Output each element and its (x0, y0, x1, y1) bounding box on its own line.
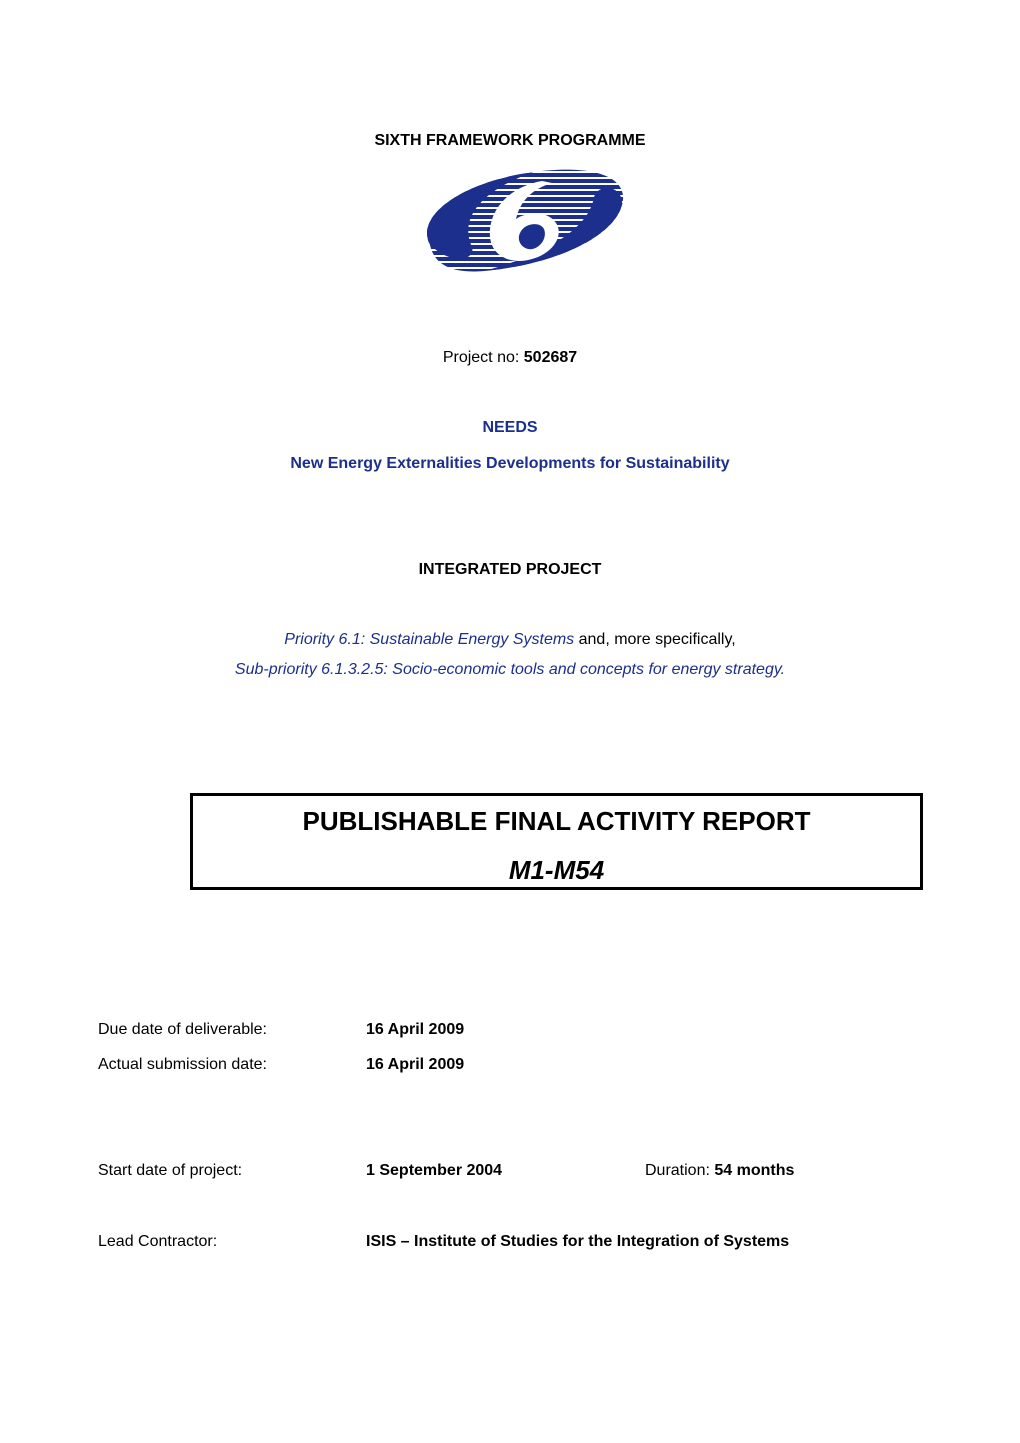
due-date-value: 16 April 2009 (366, 1021, 465, 1038)
lead-contractor-label: Lead Contractor: (98, 1233, 218, 1250)
start-date-value: 1 September 2004 (366, 1162, 503, 1179)
programme-title: SIXTH FRAMEWORK PROGRAMME (374, 132, 646, 149)
actual-submission-value: 16 April 2009 (366, 1056, 465, 1073)
project-acronym: NEEDS (482, 419, 538, 436)
start-date-label: Start date of project: (98, 1162, 243, 1179)
actual-submission-label: Actual submission date: (98, 1056, 267, 1073)
project-number-label: Project no: (442, 349, 524, 366)
project-type: INTEGRATED PROJECT (418, 561, 602, 578)
lead-contractor-value: ISIS – Institute of Studies for the Integration of Systems (366, 1233, 790, 1250)
project-full-name: New Energy Externalities Developments for Sustainability (290, 455, 730, 472)
fp6-logo-icon (424, 167, 626, 275)
priority-tail: and, more specifically, (574, 631, 736, 648)
priority-line (0, 630, 1020, 650)
duration (645, 1161, 794, 1181)
priority-text: Priority 6.1: Sustainable Energy Systems (284, 631, 575, 648)
project-number (0, 348, 1020, 368)
subpriority-line: Sub-priority 6.1.3.2.5: Socio-economic tools and concepts for energy strategy. (234, 661, 786, 678)
duration-value: 54 months (714, 1162, 795, 1179)
due-date-label: Due date of deliverable: (98, 1021, 267, 1038)
report-period: M1-M54 (508, 855, 605, 885)
duration-label: Duration: (645, 1162, 715, 1179)
project-number-value: 502687 (523, 349, 578, 366)
report-title: PUBLISHABLE FINAL ACTIVITY REPORT (302, 806, 811, 836)
report-title-box (190, 793, 923, 890)
